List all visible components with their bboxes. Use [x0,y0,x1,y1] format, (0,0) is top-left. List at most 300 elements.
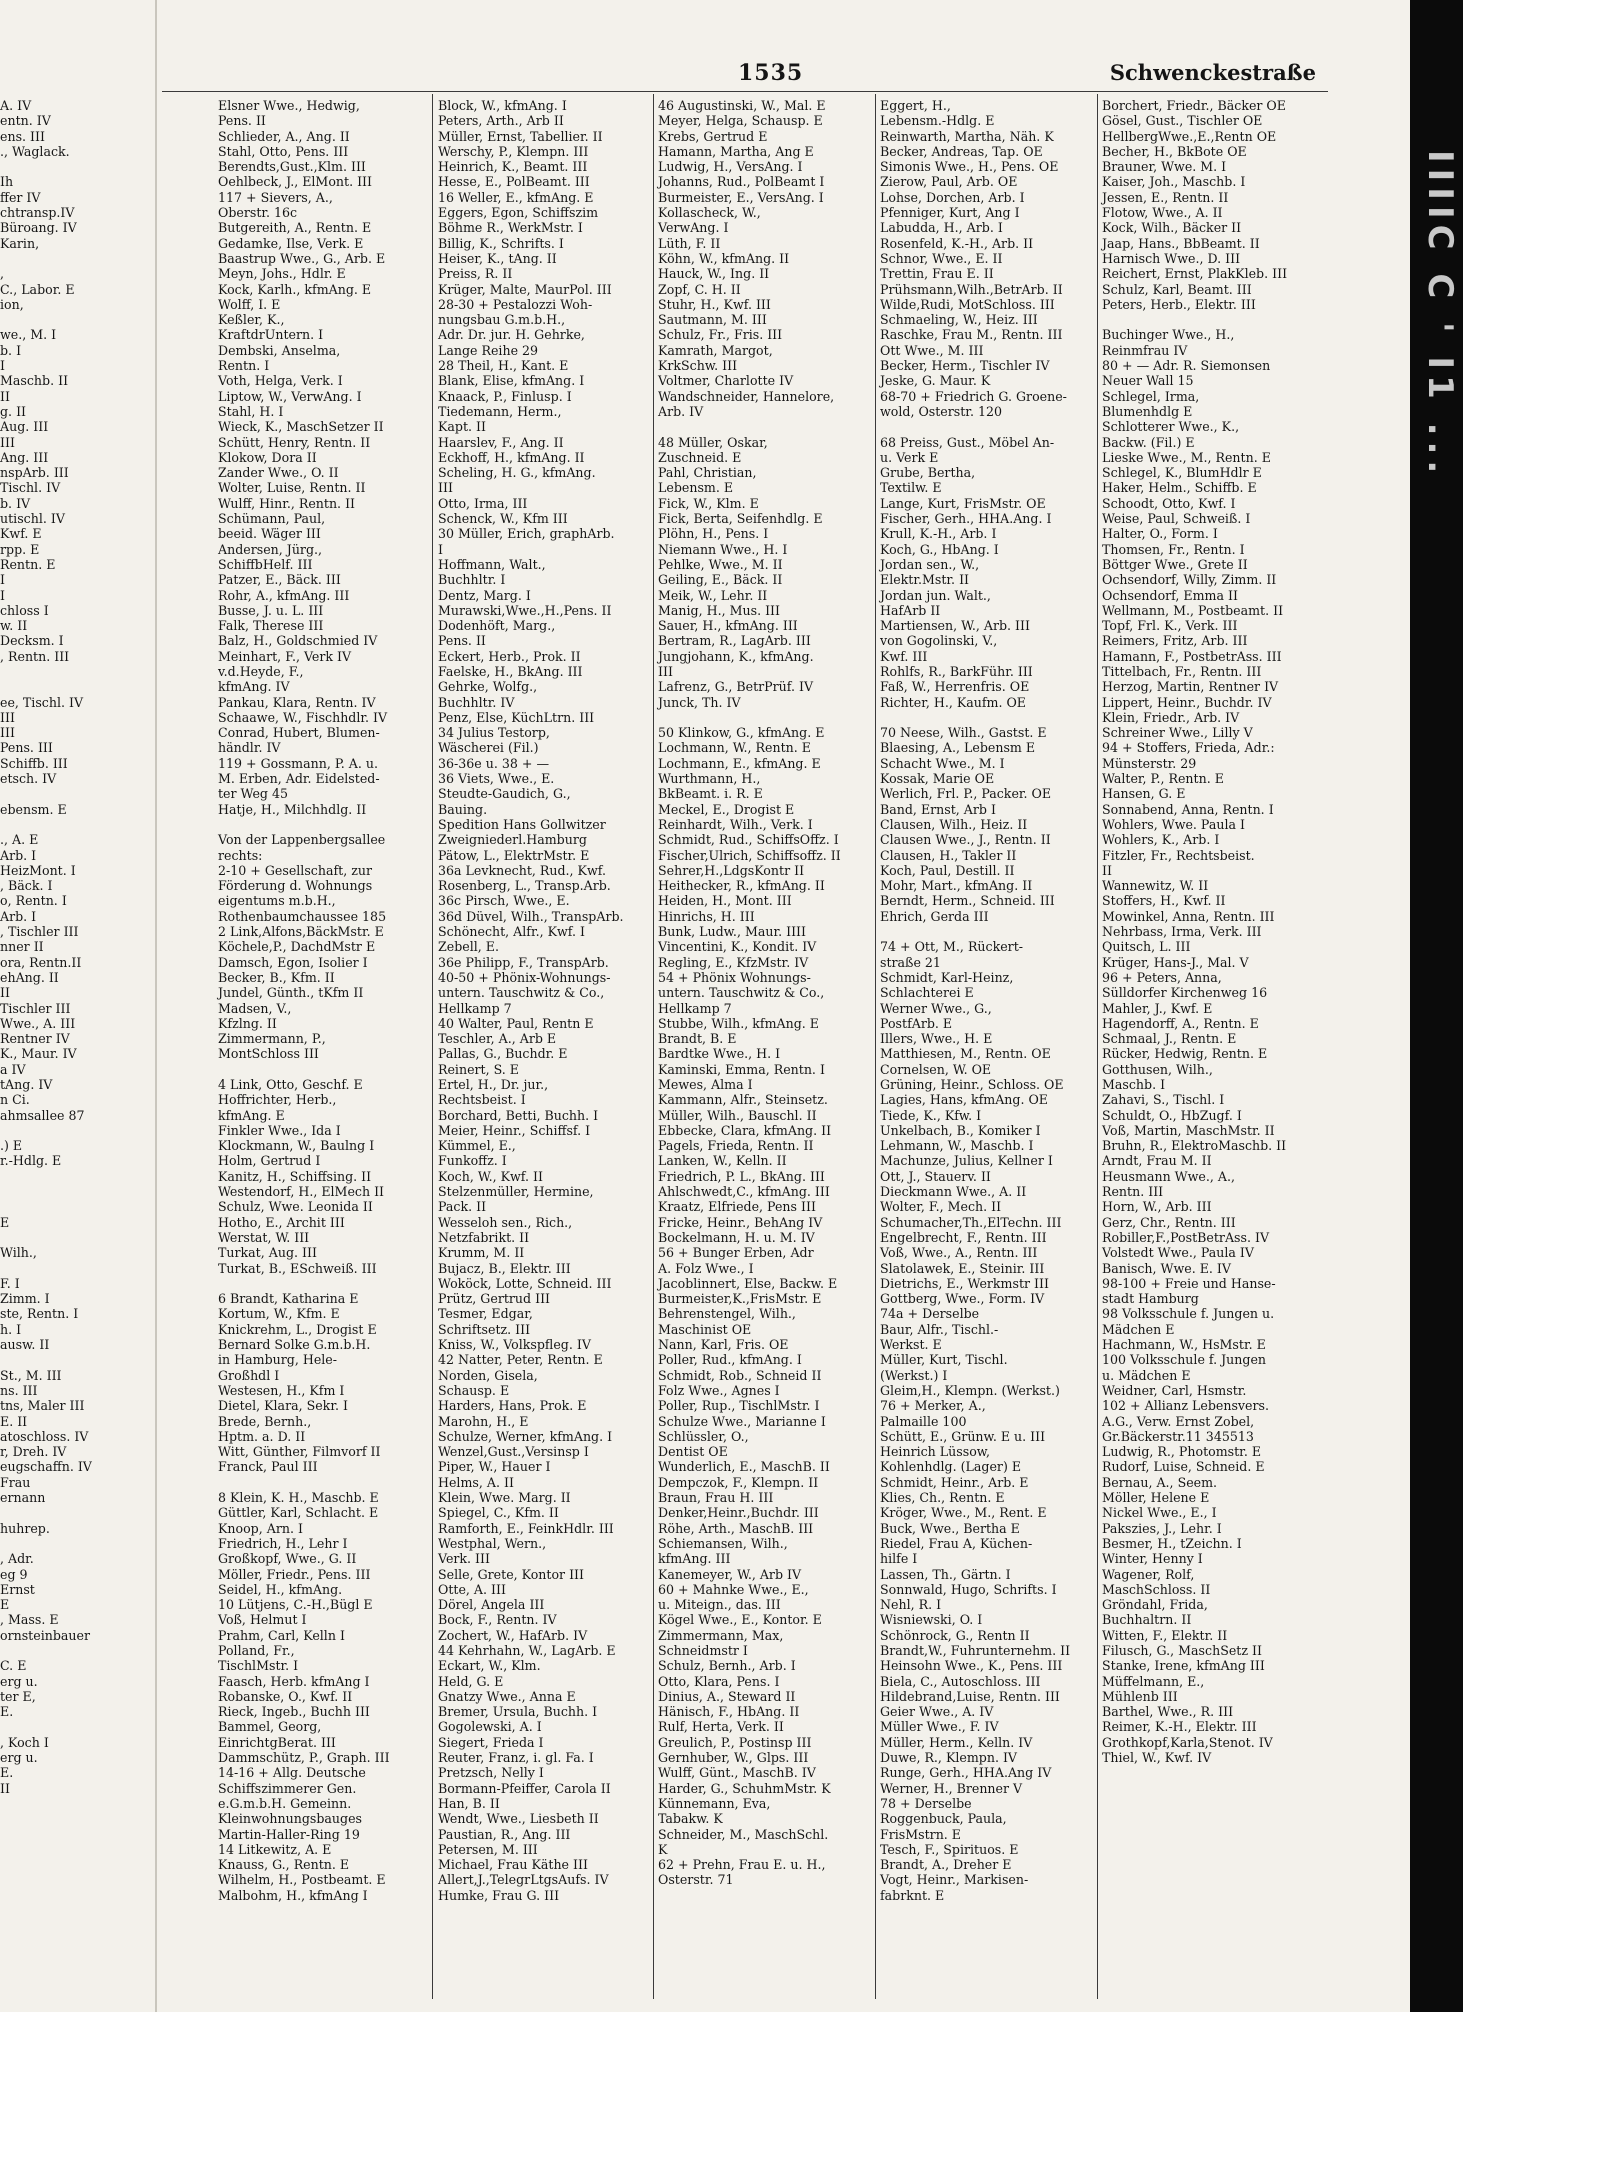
directory-entry-line: KraftdrUntern. I [218,327,324,343]
directory-entry-line: v.d.Heyde, F., [218,663,304,679]
directory-entry-line [218,1276,428,1291]
directory-entry-line: Werkst. E [880,1337,942,1353]
directory-entry-line: Knickrehm, L., Drogist E [218,1321,377,1337]
directory-entry-line: Rothenbaumchaussee 185 [218,908,387,924]
directory-entry-line: Faasch, Herb. kfmAng I [218,1673,370,1689]
directory-entry-line: Ahlschwedt,C., kfmAng. III [658,1184,830,1200]
directory-entry-line: u. Miteign., das. III [658,1597,781,1613]
directory-entry-line: Großhdl I [218,1367,280,1383]
directory-entry-line: Scheling, H. G., kfmAng. [438,465,596,481]
directory-entry-line: Clausen Wwe., J., Rentn. II [880,832,1051,848]
directory-entry-line: Schulze Wwe., Marianne I [658,1413,826,1429]
directory-entry-line: Voß, Helmut I [218,1612,307,1628]
directory-entry-line: Falk, Therese III [218,618,324,634]
directory-entry-line: Woköck, Lotte, Schneid. III [438,1275,612,1291]
directory-entry-line: Pallas, G., Buchdr. E [438,1046,568,1062]
directory-entry-line: Stahl, H. I [218,403,284,419]
directory-entry-line [658,419,870,434]
directory-entry-line: Lieske Wwe., M., Rentn. E [1102,449,1271,465]
directory-entry-line: Zimmermann, P., [218,1031,326,1047]
directory-entry-line: E. [0,1704,14,1720]
directory-entry-line: Kwf. III [880,648,928,664]
directory-entry-line: Brandt, A., Dreher E [880,1857,1012,1873]
directory-entry-line: Mahler, J., Kwf. E [1102,1000,1213,1016]
directory-entry-line: utischl. IV [0,511,65,527]
directory-entry-line: Schneidmstr I [658,1642,748,1658]
directory-entry-line: (Werkst.) I [880,1367,948,1383]
directory-entry-line: ., A. E [0,832,39,848]
directory-entry-line: Meckel, E., Drogist E [658,801,795,817]
directory-entry-line: Müller, Ernst, Tabellier. II [438,128,603,144]
directory-entry-line: Kwf. E [0,526,42,542]
directory-entry-line: nspArb. III [0,465,69,481]
directory-entry-line: Nickel Wwe., E., I [1102,1505,1217,1521]
directory-entry-line: Schiffszimmerer Gen. [218,1780,357,1796]
directory-entry-line: Kümmel, E., [438,1138,516,1154]
directory-entry-line: Bockelmann, H. u. M. IV [658,1229,815,1245]
directory-entry-line: Grüning, Heinr., Schloss. OE [880,1077,1064,1092]
directory-entry-line: Paustian, R., Ang. III [438,1826,571,1842]
directory-entry-line: Zahavi, S., Tischl. I [1102,1092,1225,1108]
directory-entry-line: FrisMstrn. E [880,1826,961,1842]
directory-entry-line: o, Rentn. I [0,893,67,909]
directory-entry-line: Lanken, W., Kelln. II [658,1153,787,1169]
directory-entry-line: Burmeister,K.,FrisMstr. E [658,1291,822,1307]
directory-entry-line: Reichert, Ernst, PlakKleb. III [1102,266,1288,282]
directory-entry-line: Patzer, E., Bäck. III [218,572,341,588]
directory-entry-line: Gehrke, Wolfg., [438,679,538,695]
directory-entry-line: Hauck, W., Ing. II [658,266,770,282]
directory-entry-line [0,1505,150,1520]
directory-entry-line: r, Dreh. IV [0,1444,67,1460]
directory-entry-line: Balz, H., Goldschmied IV [218,633,378,649]
directory-entry-line: Rulf, Herta, Verk. II [658,1719,784,1735]
directory-entry-line: Geier Wwe., A. IV [880,1704,994,1720]
directory-entry-line: PostfArb. E [880,1015,953,1031]
directory-entry-line: Müller, Herm., Kelln. IV [880,1734,1033,1750]
directory-entry-line: Kraatz, Elfriede, Pens III [658,1199,816,1215]
directory-entry-line: ter Weg 45 [218,786,288,802]
directory-entry-line: Zweigniederl.Hamburg [438,832,587,848]
column-divider [432,94,433,1999]
directory-entry-line: Münsterstr. 29 [1102,755,1197,771]
directory-entry-line: Kröger, Wwe., M., Rent. E [880,1505,1047,1521]
directory-entry-line: Johanns, Rud., PolBeamt I [658,174,825,190]
directory-entry-line: Peters, Arth., Arb II [438,113,564,129]
directory-entry-line: Schulz, Karl, Beamt. III [1102,281,1252,297]
directory-entry-line: beeid. Wäger III [218,526,321,542]
directory-entry-line: Dempczok, F., Klempn. II [658,1474,819,1490]
directory-entry-line: Jessen, E., Rentn. II [1102,189,1229,205]
directory-entry-line: Bunk, Ludw., Maur. IIII [658,924,806,940]
directory-entry-line: Harders, Hans, Prok. E [438,1398,587,1414]
directory-entry-line: Jordan jun. Walt., [880,587,991,603]
directory-entry-line: u. Verk E [880,449,939,465]
directory-entry-line: Buck, Wwe., Bertha E [880,1520,1020,1536]
directory-entry-line: Vincentini, K., Kondit. IV [658,939,817,955]
directory-entry-line: Reinert, S. E [438,1061,519,1077]
directory-entry-line: Arb. IV [658,403,704,419]
directory-entry-line [0,664,150,679]
directory-entry-line: Reinwarth, Martha, Näh. K [880,128,1054,144]
directory-entry-line: Bernard Solke G.m.b.H. [218,1337,371,1353]
directory-entry-line: Holm, Gertrud I [218,1153,321,1169]
directory-entry-line: Kfzlng. II [218,1015,277,1031]
directory-entry-line: Heinrich, K., Beamt. III [438,159,588,175]
directory-entry-line: straße 21 [880,954,941,970]
directory-entry-line: Richter, H., Kaufm. OE [880,694,1026,710]
directory-entry-line: Schausp. E [438,1382,510,1398]
directory-entry-line [1102,312,1328,327]
directory-entry-line: Allert,J.,TelegrLtgsAufs. IV [438,1872,609,1888]
directory-entry-line: Zimmermann, Max, [658,1627,784,1643]
directory-entry-line: g. II [0,403,27,419]
directory-entry-line: Schütt, Henry, Rentn. II [218,434,371,450]
directory-entry-line: a IV [0,1061,26,1077]
directory-entry-line: F. I [0,1275,20,1291]
directory-entry-line: 40-50 + Phönix-Wohnungs- [438,969,611,985]
directory-entry-line: 60 + Mahnke Wwe., E., [658,1581,809,1597]
directory-entry-line: II [1102,862,1112,878]
directory-entry-line: Grube, Bertha, [880,465,976,481]
directory-entry-line [0,1643,150,1658]
directory-entry-line: Turkat, Aug. III [218,1245,317,1261]
directory-entry-line: Conrad, Hubert, Blumen- [218,725,380,741]
directory-entry-line: Behrenstengel, Wilh., [658,1306,796,1322]
directory-entry-line: 36d Düvel, Wilh., TranspArb. [438,908,624,924]
directory-entry-line: chtransp.IV [0,205,75,221]
directory-entry-line: Gröndahl, Frida, [1102,1597,1208,1613]
directory-entry-line [658,710,870,725]
directory-entry-line: Zimm. I [0,1291,50,1307]
directory-entry-line: III [438,480,453,496]
directory-entry-line: ehAng. II [0,969,59,985]
directory-entry-line: ee, Tischl. IV [0,694,84,710]
directory-entry-line: Peters, Herb., Elektr. III [1102,296,1256,312]
directory-entry-line: Tesch, F., Spirituos. E [880,1841,1019,1857]
directory-entry-line: Hoffmann, Walt., [438,556,546,572]
directory-entry-line: Kaminski, Emma, Rentn. I [658,1061,825,1077]
directory-entry-line: Stelzenmüller, Hermine, [438,1184,594,1200]
directory-entry-line: Neuer Wall 15 [1102,373,1194,389]
directory-entry-line: Wieck, K., MaschSetzer II [218,419,384,435]
directory-entry-line: Geiling, E., Bäck. II [658,572,783,588]
directory-entry-line: E. II [0,1413,28,1429]
directory-entry-line: E [0,1597,10,1613]
directory-entry-line: Bruhn, R., ElektroMaschb. II [1102,1138,1287,1154]
directory-entry-line: e.G.m.b.H. Gemeinn. [218,1795,352,1811]
directory-entry-line: Hamann, F., PostbetrAss. III [1102,648,1282,664]
directory-entry-line: Haker, Helm., Schiffb. E [1102,480,1257,496]
directory-entry-line: Maschb. II [0,373,69,389]
directory-entry-line: 14-16 + Allg. Deutsche [218,1765,366,1781]
directory-entry-line: Robiller,F.,PostBetrAss. IV [1102,1229,1270,1245]
directory-entry-line: Spedition Hans Gollwitzer [438,816,606,832]
directory-entry-line: , Adr. [0,1551,34,1567]
directory-entry-line: u. Mädchen E [1102,1367,1191,1383]
directory-entry-line: Zochert, W., HafArb. IV [438,1627,588,1643]
directory-entry-line: Voß, Martin, MaschMstr. II [1102,1122,1275,1138]
directory-entry-line: Dietrichs, E., Werkmstr III [880,1275,1049,1291]
directory-entry-line: Textilw. E [880,480,942,496]
directory-entry-line: Norden, Gisela, [438,1367,538,1383]
directory-entry-line: Ott, J., Stauerv. II [880,1168,991,1184]
directory-entry-line: Marohn, H., E [438,1413,529,1429]
directory-entry-line: Folz Wwe., Agnes I [658,1382,780,1398]
directory-entry-line: Ochsendorf, Emma II [1102,587,1238,603]
directory-entry-line: 98-100 + Freie und Hanse- [1102,1275,1276,1291]
directory-entry-line: ornsteinbauer [0,1627,90,1643]
directory-entry-line: Arb. I [0,847,37,863]
directory-entry-line: Billig, K., Schrifts. I [438,235,564,251]
directory-entry-line: Schlüssler, O., [658,1428,749,1444]
directory-entry-line: Westendorf, H., ElMech II [218,1184,385,1200]
directory-entry-line: Pens. II [438,633,486,649]
directory-entry-line: Roggenbuck, Paula, [880,1811,1007,1827]
directory-entry-line: Müffelmann, E., [1102,1673,1205,1689]
directory-entry-line: 36e Philipp, F., TranspArb. [438,954,609,970]
directory-entry-line: Winter, Henny I [1102,1551,1203,1567]
directory-entry-line: Raschke, Frau M., Rentn. III [880,327,1063,343]
directory-entry-line: Sonnwald, Hugo, Schrifts. I [880,1581,1057,1597]
directory-entry-line: Wannewitz, W. II [1102,878,1209,894]
directory-entry-line: Trettin, Frau E. II [880,266,994,282]
directory-entry-line: Brauner, Wwe. M. I [1102,159,1227,175]
directory-entry-line: Werner Wwe., G., [880,1000,992,1016]
directory-entry-line: Funkoffz. I [438,1153,507,1169]
directory-entry-line: Besmer, H., tZeichn. I [1102,1535,1242,1551]
directory-entry-line: Zander Wwe., O. II [218,465,339,481]
directory-entry-line: Spiegel, C., Kfm. II [438,1505,559,1521]
directory-entry-line: , Mass. E [0,1612,59,1628]
directory-entry-line: Becker, Herm., Tischler IV [880,358,1050,374]
directory-entry-line: Meinhart, F., Verk IV [218,648,352,664]
directory-entry-line: Köchele,P., DachdMstr E [218,939,376,955]
directory-entry-line: Schuldt, O., HbZugf. I [1102,1107,1242,1123]
directory-entry-line: Quitsch, L. III [1102,939,1191,955]
directory-entry-line: Jundel, Günth., tKfm II [218,985,364,1001]
directory-entry-line: Arb. I [0,908,37,924]
directory-entry-line: 10 Lütjens, C.-H.,Bügl E [218,1597,373,1613]
directory-entry-line: Kamrath, Margot, [658,342,773,358]
directory-entry-line: Bujacz, B., Elektr. III [438,1260,571,1276]
directory-entry-line: Maschinist OE [658,1321,752,1337]
directory-entry-line: Tabakw. K [658,1811,723,1827]
directory-entry-line: II [0,388,10,404]
directory-entry-line: Vogt, Heinr., Markisen- [880,1872,1029,1888]
directory-column-3 [658,98,870,1888]
directory-entry-line: 50 Klinkow, G., kfmAng. E [658,725,825,741]
directory-entry-line: Slatolawek, E., Steinir. III [880,1260,1045,1276]
directory-entry-line: untern. Tauschwitz & Co., [658,985,825,1001]
directory-entry-line: Lochmann, W., Rentn. E [658,740,811,756]
directory-entry-line: Knaack, P., Finlusp. I [438,388,572,404]
directory-entry-line: Ernst [0,1581,35,1597]
directory-entry-line: Becker, Andreas, Tap. OE [880,143,1043,159]
directory-entry-line: Aug. III [0,419,49,435]
directory-entry-line: Schönecht, Alfr., Kwf. I [438,924,585,940]
directory-entry-line: Greulich, P., Postinsp III [658,1734,812,1750]
directory-entry-line: 8 Klein, K. H., Maschb. E [218,1490,379,1506]
directory-entry-line: Ott Wwe., M. III [880,342,984,358]
directory-entry-line: Dinius, A., Steward II [658,1688,796,1704]
directory-entry-line: HafArb II [880,602,941,618]
directory-entry-line: ausw. II [0,1337,50,1353]
directory-entry-line: EinrichtgBerat. III [218,1734,336,1750]
directory-entry-line: Schmidt, Rob., Schneid II [658,1367,822,1383]
directory-entry-line: Rechtsbeist. I [438,1092,526,1108]
directory-entry-line: Gnatzy Wwe., Anna E [438,1688,576,1704]
directory-entry-line: Topf, Frl. K., Verk. III [1102,618,1238,634]
directory-entry-line: 74 + Ott, M., Rückert- [880,939,1024,955]
directory-entry-line: Wesseloh sen., Rich., [438,1214,573,1230]
directory-entry-line: 6 Brandt, Katharina E [218,1291,359,1307]
directory-entry-line: Becher, H., BkBote OE [1102,143,1247,159]
directory-entry-line: Blumenhdlg E [1102,403,1193,419]
directory-entry-line: Faelske, H., BkAng. III [438,663,583,679]
directory-entry-line: Knoop, Arn. I [218,1520,303,1536]
directory-entry-line: Elsner Wwe., Hedwig, [218,98,360,113]
column-divider [653,94,654,1999]
directory-entry-line: Gleim,H., Klempn. (Werkst.) [880,1382,1060,1398]
directory-entry-line: Polland, Fr., [218,1642,295,1658]
directory-entry-line: Ebbecke, Clara, kfmAng. II [658,1122,832,1138]
directory-entry-line: 74a + Derselbe [880,1306,980,1322]
directory-entry-line: ahmsallee 87 [0,1107,85,1123]
directory-entry-line: Westphal, Wern., [438,1535,547,1551]
directory-entry-line: Tesmer, Edgar, [438,1306,533,1322]
directory-entry-line: I [0,587,5,603]
directory-entry-line: ter E, [0,1688,36,1704]
directory-entry-line: Schütt, E., Grünw. E u. III [880,1428,1046,1444]
directory-entry-line: Rosenfeld, K.-H., Arb. II [880,235,1034,251]
directory-entry-line: Dentist OE [658,1444,728,1460]
directory-entry-line: , Rentn. III [0,648,70,664]
directory-entry-line [218,1062,428,1077]
directory-entry-line: Oehlbeck, J., ElMont. III [218,174,373,190]
directory-entry-line: Rentn. I [218,358,270,374]
directory-entry-line: Illers, Wwe., H. E [880,1031,993,1047]
directory-entry-line: Großkopf, Wwe., G. II [218,1551,357,1567]
directory-entry-line: Ang. III [0,449,49,465]
directory-entry-line: Tischl. IV [0,480,61,496]
directory-entry-line: Schenck, W., Kfm III [438,511,568,527]
directory-entry-line: Denker,Heinr.,Buchdr. III [658,1505,819,1521]
directory-entry-line: untern. Tauschwitz & Co., [438,985,605,1001]
directory-entry-line: Voth, Helga, Verk. I [218,373,343,389]
directory-entry-line: Liptow, W., VerwAng. I [218,388,362,404]
directory-entry-line: .) E [0,1138,23,1154]
directory-entry-line: III [0,709,15,725]
directory-entry-line: Buchhltr. IV [438,694,515,710]
directory-entry-line: Wagener, Rolf, [1102,1566,1195,1582]
directory-entry-line: Stubbe, Wilh., kfmAng. E [658,1015,819,1031]
directory-entry-line: , [0,266,5,282]
directory-entry-line: Pehlke, Wwe., M. II [658,556,783,572]
directory-entry-line: Thomsen, Fr., Rentn. I [1102,541,1245,557]
directory-entry-line: Palmaille 100 [880,1413,967,1429]
directory-entry-line: Pack. II [438,1199,487,1215]
directory-entry-line [0,1169,150,1184]
directory-entry-line: Schacht Wwe., M. I [880,755,1005,771]
directory-entry-line: Böttger Wwe., Grete II [1102,556,1248,572]
directory-entry-line [0,1719,150,1734]
directory-entry-line: Lebensm.-Hdlg. E [880,113,995,129]
directory-entry-line: Burmeister, E., VersAng. I [658,189,824,205]
directory-entry-line: Güttler, Karl, Schlacht. E [218,1505,379,1521]
directory-entry-line: ion, [0,296,24,312]
directory-entry-line: rpp. E [0,541,40,557]
directory-entry-line: Arndt, Frau M. II [1102,1153,1212,1169]
directory-entry-line: Bauing. [438,801,488,817]
directory-entry-line: Voß, Wwe., A., Rentn. III [880,1245,1038,1261]
directory-entry-line: Junck, Th. IV [658,694,741,710]
directory-entry-line: TischlMstr. I [218,1658,299,1674]
directory-entry-line: Schoodt, Otto, Kwf. I [1102,495,1236,511]
directory-entry-line: Kanemeyer, W., Arb IV [658,1566,802,1582]
directory-entry-line: nner II [0,939,44,955]
directory-entry-line: Kock, Wilh., Bäcker II [1102,220,1242,236]
directory-entry-line: Dembski, Anselma, [218,342,341,358]
directory-entry-line: Han, B. II [438,1795,500,1811]
directory-entry-line: Kniss, W., Volkspfleg. IV [438,1337,591,1353]
directory-entry-line: Heusmann Wwe., A., [1102,1168,1235,1184]
directory-entry-line: MontSchloss III [218,1046,319,1062]
directory-entry-line: fabrknt. E [880,1887,945,1903]
directory-entry-line: MaschSchloss. II [1102,1581,1211,1597]
directory-entry-line: Bormann-Pfeiffer, Carola II [438,1780,611,1796]
directory-entry-line: Labudda, H., Arb. I [880,220,1003,236]
directory-entry-line: Rentn. E [0,556,56,572]
directory-entry-line: Pens. II [218,113,266,129]
directory-entry-line: Zuschneid. E [658,449,742,465]
directory-entry-line: M. Erben, Adr. Eidelsted- [218,771,380,787]
directory-entry-line: tAng. IV [0,1077,53,1092]
directory-entry-line: Böhme R., WerkMstr. I [438,220,583,236]
directory-entry-line: Osterstr. 71 [658,1872,734,1888]
directory-entry-line: Teschler, A., Arb E [438,1031,557,1047]
directory-entry-line: nungsbau G.m.b.H., [438,312,566,328]
directory-column-1 [218,98,428,1903]
directory-entry-line: Pagels, Frieda, Rentn. II [658,1138,814,1154]
directory-entry-line: 34 Julius Testorp, [438,725,550,741]
directory-entry-line: Hotho, E., Archit III [218,1214,345,1230]
directory-entry-line: Lafrenz, G., BetrPrüf. IV [658,679,814,695]
directory-entry-line: Hoffrichter, Herb., [218,1092,337,1108]
directory-entry-line: Müller Wwe., F. IV [880,1719,999,1735]
directory-entry-line: Pens. III [0,740,53,756]
directory-entry-line [0,159,150,174]
directory-entry-line: Schaawe, W., Fischhdlr. IV [218,709,388,725]
directory-entry-line: Ochsendorf, Willy, Zimm. II [1102,572,1277,588]
directory-entry-line: Nehl, R. I [880,1597,942,1613]
directory-entry-line: ., Waglack. [0,143,70,159]
directory-entry-line: Stahl, Otto, Pens. III [218,143,349,159]
directory-entry-line [0,312,150,327]
directory-entry-line: Klokow, Dora II [218,449,317,465]
directory-entry-line: Kollascheck, W., [658,205,761,221]
directory-entry-line: Meyn, Johs., Hdlr. E [218,266,346,282]
directory-entry-line: Werner, H., Brenner V [880,1780,1023,1796]
directory-entry-line: Flotow, Wwe., A. II [1102,205,1223,221]
directory-entry-line: Becker, B., Kfm. II [218,969,335,985]
directory-entry-line: Manig, H., Mus. III [658,602,781,618]
directory-entry-line: Dodenhöft, Marg., [438,618,556,634]
directory-entry-line: II [0,985,10,1001]
directory-entry-line: Brandt, B. E [658,1031,737,1047]
column-divider [1097,94,1098,1999]
directory-entry-line: Reuter, Franz, i. gl. Fa. I [438,1750,594,1766]
